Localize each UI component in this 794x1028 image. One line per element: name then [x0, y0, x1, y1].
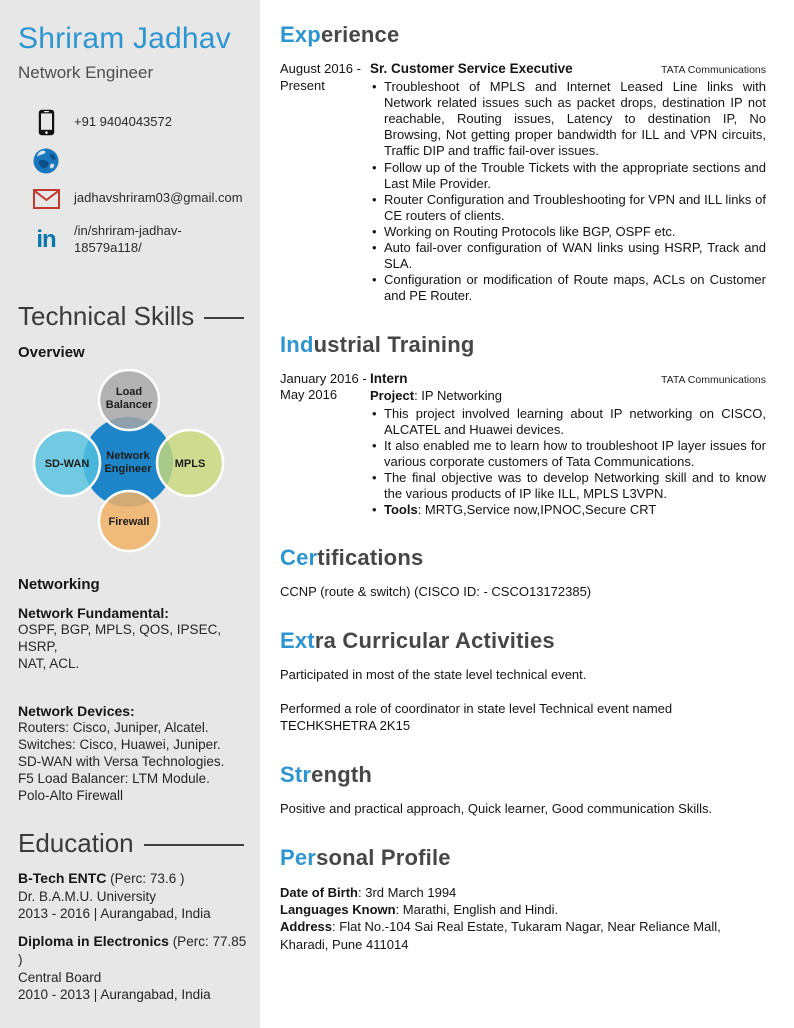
- education-list: [18, 870, 250, 1003]
- company-name: TATA Communications: [660, 64, 766, 76]
- experience-entry: [280, 61, 766, 305]
- training-bullet: • It also enabled me to learn how to troubleshoot IP layer issues for various corporate customers of Tata Communications.: [370, 438, 766, 470]
- skills-venn-diagram: [18, 369, 250, 562]
- certification-text: CCNP (route & switch) (CISCO ID: - CSCO13172385): [280, 584, 592, 600]
- contact-email-row: [32, 185, 250, 212]
- training-bullet: • This project involved learning about IP networking on CISCO, ALCATEL and Huawei devices.: [370, 406, 766, 438]
- school-name: Central Board: [18, 969, 102, 985]
- degree-percentage: (Perc: 77.85 ): [18, 933, 247, 967]
- contact-phone-row: [32, 109, 250, 136]
- training-dates: January 2016 - May 2016: [280, 370, 367, 403]
- training-heading: Industrial Training: [280, 331, 475, 357]
- experience-dates: August 2016 - Present: [280, 61, 361, 93]
- extra-paragraph-2: Performed a role of coordinator in state level Technical event named TECHKSHETRA 2K15: [280, 701, 673, 733]
- experience-bullet: • Working on Routing Protocols like BGP, OSPF etc.: [370, 224, 766, 240]
- job-title: Sr. Customer Service Executive: [370, 61, 573, 76]
- strength-section: [280, 762, 766, 818]
- certifications-heading: Certifications: [280, 545, 424, 571]
- technical-skills-title: Technical Skills: [18, 300, 195, 331]
- venn-top-label-1: Load: [115, 385, 143, 398]
- training-company: TATA Communications: [660, 373, 766, 386]
- experience-section: [280, 22, 766, 305]
- overview-label: Overview: [18, 343, 85, 361]
- linkedin-icon: in: [36, 225, 56, 253]
- heading-rule: [204, 317, 244, 319]
- languages-line: Languages Known: Marathi, English and Hindi.: [280, 902, 559, 918]
- venn-center-label-2: Engineer: [104, 462, 152, 475]
- phone-icon: [32, 109, 60, 136]
- envelope-icon: [32, 185, 60, 212]
- address-line: Address: Flat No.-104 Sai Real Estate, Tukaram Nagar, Near Reliance Mall, Kharadi, Pune 411014: [280, 919, 721, 952]
- globe-icon: [32, 147, 60, 174]
- linkedin-url[interactable]: /in/shriram-jadhav-18579a118/: [74, 223, 182, 255]
- extra-curricular-section: [280, 628, 766, 735]
- network-fundamental-label: Network Fundamental:: [18, 604, 169, 621]
- device-line: Switches: Cisco, Huawei, Juniper.: [18, 736, 221, 752]
- device-line: F5 Load Balancer: LTM Module.: [18, 770, 210, 786]
- experience-bullet: • Auto fail-over configuration of WAN links using HSRP, Track and SLA.: [370, 240, 766, 272]
- venn-center-label-1: Network: [106, 449, 150, 462]
- experience-bullets: [370, 79, 766, 305]
- education-heading: [18, 828, 250, 859]
- school-name: Dr. B.A.M.U. University: [18, 888, 157, 904]
- dob-line: Date of Birth: 3rd March 1994: [280, 884, 457, 900]
- contact-website-row: [32, 147, 250, 174]
- degree-name: Diploma in Electronics: [18, 932, 169, 949]
- network-fundamental-list: [18, 621, 250, 672]
- main-column: [260, 0, 794, 1028]
- heading-rule: [144, 844, 244, 846]
- training-role: Intern: [370, 370, 408, 386]
- extra-paragraph-1: Participated in most of the state level technical event.: [280, 667, 587, 683]
- venn-bottom-label: Firewall: [108, 515, 150, 528]
- training-bullets: [370, 406, 766, 519]
- extra-curricular-heading: Extra Curricular Activities: [280, 628, 555, 654]
- person-name: Shriram Jadhav: [18, 22, 231, 55]
- fundamental-line: OSPF, BGP, MPLS, QOS, IPSEC, HSRP,: [18, 621, 222, 654]
- fundamental-line: NAT, ACL.: [18, 655, 80, 671]
- training-bullet: • Tools: MRTG,Service now,IPNOC,Secure CRT: [370, 502, 766, 518]
- phone-number: +91 9404043572: [74, 114, 172, 130]
- experience-bullet: • Follow up of the Trouble Tickets with the appropriate sections and Last Mile Provider.: [370, 160, 766, 192]
- strength-text: Positive and practical approach, Quick learner, Good communication Skills.: [280, 800, 713, 816]
- degree-name: B-Tech ENTC: [18, 869, 107, 886]
- networking-heading: Networking: [18, 575, 100, 593]
- experience-bullet: • Configuration or modification of Route maps, ACLs on Customer and PE Router.: [370, 272, 766, 304]
- training-bullet: • The final objective was to develop Networking skill and to know the various products of IP like ILL, MPLS L3VPN.: [370, 470, 766, 502]
- degree-percentage: (Perc: 73.6 ): [106, 870, 185, 886]
- education-title: Education: [18, 827, 134, 858]
- person-title: Network Engineer: [18, 63, 154, 82]
- experience-bullet: • Troubleshoot of MPLS and Internet Leased Line links with Network related issues such as packet drops, destination IP not reachable, Routing issues, Latency to destination IP, No Browsing, Not getting proper bandwidth for ILL and VPN circuits, Traffic DIP and traffic fail-over issues.: [370, 79, 766, 160]
- personal-profile-heading: Personal Profile: [280, 844, 451, 870]
- personal-profile-section: [280, 845, 766, 953]
- training-section: [280, 332, 766, 519]
- experience-bullet: • Router Configuration and Troubleshooting for VPN and ILL links of CE routers of clients.: [370, 192, 766, 224]
- contact-linkedin-row: [32, 223, 250, 257]
- venn-right-label: MPLS: [174, 457, 206, 470]
- email-address[interactable]: jadhavshriram03@gmail.com: [74, 190, 243, 206]
- device-line: Routers: Cisco, Juniper, Alcatel.: [18, 719, 209, 735]
- education-item: [18, 933, 250, 1003]
- education-item: [18, 870, 250, 922]
- network-devices-label: Network Devices:: [18, 702, 135, 719]
- venn-top-label-2: Balancer: [105, 398, 153, 411]
- training-entry: [280, 371, 766, 519]
- sidebar: [0, 0, 260, 1028]
- venn-left-label: SD-WAN: [44, 457, 90, 470]
- contact-section: [32, 109, 250, 257]
- technical-skills-heading: [18, 301, 250, 332]
- education-period: 2010 - 2013 | Aurangabad, India: [18, 986, 211, 1002]
- project-line: Project: IP Networking: [370, 387, 502, 403]
- network-devices-list: [18, 719, 250, 804]
- certifications-section: [280, 545, 766, 601]
- device-line: SD-WAN with Versa Technologies.: [18, 753, 225, 769]
- device-line: Polo-Alto Firewall: [18, 787, 124, 803]
- experience-heading: Experience: [280, 22, 400, 47]
- strength-heading: Strength: [280, 761, 373, 787]
- education-period: 2013 - 2016 | Aurangabad, India: [18, 905, 211, 921]
